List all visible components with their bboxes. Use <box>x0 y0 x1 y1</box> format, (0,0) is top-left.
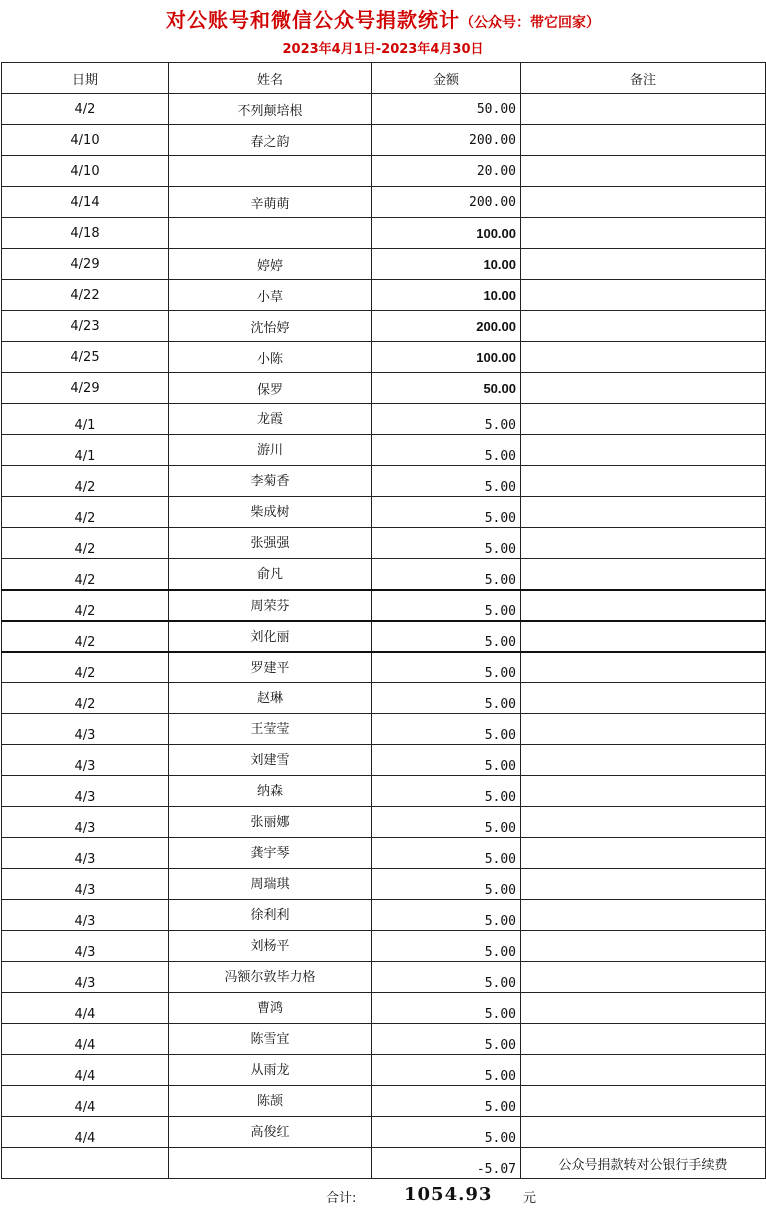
name-cell: 陈颉 <box>169 1086 372 1117</box>
amount-cell: 5.00 <box>372 962 521 993</box>
name-cell <box>169 1148 372 1179</box>
name-cell: 沈怡婷 <box>169 311 372 342</box>
amount-cell: 5.00 <box>372 807 521 838</box>
date-cell: 4/2 <box>2 652 169 683</box>
table-row <box>2 311 766 342</box>
note-cell <box>521 280 766 311</box>
note-cell <box>521 900 766 931</box>
amount-cell: 5.00 <box>372 931 521 962</box>
date-cell: 4/23 <box>2 311 169 342</box>
table-row <box>2 993 766 1024</box>
amount-cell: 5.00 <box>372 559 521 590</box>
date-cell: 4/3 <box>2 776 169 807</box>
date-cell: 4/2 <box>2 528 169 559</box>
table-row <box>2 435 766 466</box>
name-cell: 罗建平 <box>169 652 372 683</box>
date-cell: 4/4 <box>2 1086 169 1117</box>
table-row <box>2 869 766 900</box>
note-cell <box>521 94 766 125</box>
amount-cell: 5.00 <box>372 1024 521 1055</box>
table-row <box>2 559 766 590</box>
amount-cell: 100.00 <box>372 342 521 373</box>
note-cell <box>521 311 766 342</box>
date-cell: 4/3 <box>2 745 169 776</box>
date-range: 2023年4月1日-2023年4月30日 <box>282 42 484 57</box>
note-cell <box>521 559 766 590</box>
table-row <box>2 900 766 931</box>
date-cell: 4/2 <box>2 497 169 528</box>
note-cell <box>521 869 766 900</box>
amount-cell: 5.00 <box>372 466 521 497</box>
note-cell <box>521 218 766 249</box>
date-cell: 4/2 <box>2 559 169 590</box>
date-cell: 4/29 <box>2 249 169 280</box>
column-header-note: 备注 <box>521 63 766 94</box>
table-row <box>2 528 766 559</box>
date-cell: 4/4 <box>2 1117 169 1148</box>
name-cell: 曹鸿 <box>169 993 372 1024</box>
name-cell: 柴成树 <box>169 497 372 528</box>
name-cell: 婷婷 <box>169 249 372 280</box>
amount-cell: 5.00 <box>372 838 521 869</box>
name-cell: 张强强 <box>169 528 372 559</box>
name-cell: 龚宇琴 <box>169 838 372 869</box>
name-cell: 保罗 <box>169 373 372 404</box>
note-cell <box>521 838 766 869</box>
table-row <box>2 404 766 435</box>
table-row <box>2 156 766 187</box>
amount-cell: 5.00 <box>372 993 521 1024</box>
title-main: 对公账号和微信公众号捐款统计 <box>166 8 460 32</box>
date-cell: 4/25 <box>2 342 169 373</box>
total-label: 合计: <box>326 1191 357 1206</box>
table-row <box>2 249 766 280</box>
amount-cell: 200.00 <box>372 125 521 156</box>
name-cell: 高俊红 <box>169 1117 372 1148</box>
amount-cell: 5.00 <box>372 435 521 466</box>
table-row <box>2 838 766 869</box>
column-header-amount: 金额 <box>372 63 521 94</box>
table-row <box>2 714 766 745</box>
note-cell <box>521 1117 766 1148</box>
date-cell: 4/3 <box>2 900 169 931</box>
name-cell: 周瑞琪 <box>169 869 372 900</box>
note-cell: 公众号捐款转对公银行手续费 <box>521 1148 766 1179</box>
name-cell: 赵琳 <box>169 683 372 714</box>
note-cell <box>521 187 766 218</box>
table-row <box>2 652 766 683</box>
amount-cell: 200.00 <box>372 311 521 342</box>
name-cell: 龙霞 <box>169 404 372 435</box>
name-cell: 小陈 <box>169 342 372 373</box>
name-cell: 俞凡 <box>169 559 372 590</box>
note-cell <box>521 1024 766 1055</box>
table-row <box>2 931 766 962</box>
name-cell: 不列颠培根 <box>169 94 372 125</box>
amount-cell: 5.00 <box>372 776 521 807</box>
note-cell <box>521 714 766 745</box>
note-cell <box>521 497 766 528</box>
date-cell: 4/3 <box>2 931 169 962</box>
name-cell: 刘杨平 <box>169 931 372 962</box>
date-cell: 4/10 <box>2 125 169 156</box>
table-row <box>2 187 766 218</box>
date-cell: 4/2 <box>2 466 169 497</box>
amount-cell: 50.00 <box>372 94 521 125</box>
name-cell: 辛萌萌 <box>169 187 372 218</box>
table-row <box>2 683 766 714</box>
table-row <box>2 962 766 993</box>
name-cell: 徐利利 <box>169 900 372 931</box>
column-header-date: 日期 <box>2 63 169 94</box>
note-cell <box>521 466 766 497</box>
table-header-row <box>2 63 766 94</box>
table-row <box>2 1086 766 1117</box>
amount-cell: 20.00 <box>372 156 521 187</box>
name-cell: 纳森 <box>169 776 372 807</box>
amount-cell: 5.00 <box>372 900 521 931</box>
page-title <box>0 4 766 33</box>
note-cell <box>521 342 766 373</box>
amount-cell: 5.00 <box>372 683 521 714</box>
note-cell <box>521 249 766 280</box>
note-cell <box>521 776 766 807</box>
amount-cell: 5.00 <box>372 590 521 621</box>
amount-cell: 5.00 <box>372 621 521 652</box>
note-cell <box>521 528 766 559</box>
note-cell <box>521 435 766 466</box>
date-cell: 4/1 <box>2 435 169 466</box>
note-cell <box>521 404 766 435</box>
table-row <box>2 94 766 125</box>
note-cell <box>521 1086 766 1117</box>
table-row <box>2 373 766 404</box>
table-row <box>2 125 766 156</box>
name-cell: 李菊香 <box>169 466 372 497</box>
date-cell: 4/29 <box>2 373 169 404</box>
note-cell <box>521 683 766 714</box>
note-cell <box>521 993 766 1024</box>
date-cell: 4/3 <box>2 869 169 900</box>
note-cell <box>521 125 766 156</box>
amount-cell: 5.00 <box>372 714 521 745</box>
note-cell <box>521 931 766 962</box>
table-row <box>2 466 766 497</box>
name-cell: 刘建雪 <box>169 745 372 776</box>
amount-cell: 5.00 <box>372 745 521 776</box>
amount-cell: 10.00 <box>372 249 521 280</box>
note-cell <box>521 621 766 652</box>
table-row <box>2 776 766 807</box>
total-unit: 元 <box>523 1191 537 1206</box>
date-cell: 4/10 <box>2 156 169 187</box>
date-cell: 4/18 <box>2 218 169 249</box>
amount-cell: 200.00 <box>372 187 521 218</box>
table-row <box>2 280 766 311</box>
amount-cell: 5.00 <box>372 869 521 900</box>
name-cell: 从雨龙 <box>169 1055 372 1086</box>
name-cell: 小草 <box>169 280 372 311</box>
table-row <box>2 590 766 621</box>
name-cell: 陈雪宜 <box>169 1024 372 1055</box>
table-row <box>2 497 766 528</box>
date-cell: 4/3 <box>2 962 169 993</box>
note-cell <box>521 745 766 776</box>
total-row <box>0 1184 766 1206</box>
name-cell: 冯额尔敦毕力格 <box>169 962 372 993</box>
date-cell <box>2 1148 169 1179</box>
table-row <box>2 745 766 776</box>
note-cell <box>521 962 766 993</box>
amount-cell: 5.00 <box>372 497 521 528</box>
table-row <box>2 621 766 652</box>
date-cell: 4/3 <box>2 807 169 838</box>
table-row <box>2 1117 766 1148</box>
date-cell: 4/2 <box>2 621 169 652</box>
name-cell: 刘化丽 <box>169 621 372 652</box>
date-cell: 4/2 <box>2 683 169 714</box>
amount-cell: 5.00 <box>372 404 521 435</box>
donation-table <box>1 62 766 1179</box>
date-cell: 4/1 <box>2 404 169 435</box>
date-cell: 4/4 <box>2 1024 169 1055</box>
name-cell: 张丽娜 <box>169 807 372 838</box>
date-cell: 4/22 <box>2 280 169 311</box>
note-cell <box>521 590 766 621</box>
date-cell: 4/14 <box>2 187 169 218</box>
note-cell <box>521 652 766 683</box>
amount-cell: 5.00 <box>372 652 521 683</box>
column-header-name: 姓名 <box>169 63 372 94</box>
table-row <box>2 1024 766 1055</box>
name-cell: 周荣芬 <box>169 590 372 621</box>
date-cell: 4/2 <box>2 94 169 125</box>
name-cell <box>169 156 372 187</box>
name-cell: 游川 <box>169 435 372 466</box>
note-cell <box>521 373 766 404</box>
name-cell <box>169 218 372 249</box>
name-cell: 春之韵 <box>169 125 372 156</box>
amount-cell: -5.07 <box>372 1148 521 1179</box>
title-sub: （公众号：带它回家） <box>460 15 600 31</box>
date-cell: 4/4 <box>2 993 169 1024</box>
note-cell <box>521 156 766 187</box>
date-cell: 4/3 <box>2 714 169 745</box>
amount-cell: 10.00 <box>372 280 521 311</box>
table-row <box>2 218 766 249</box>
date-cell: 4/2 <box>2 590 169 621</box>
table-row <box>2 1055 766 1086</box>
table-row <box>2 342 766 373</box>
note-cell <box>521 807 766 838</box>
date-cell: 4/3 <box>2 838 169 869</box>
table-body <box>2 94 766 1179</box>
amount-cell: 100.00 <box>372 218 521 249</box>
table-row <box>2 807 766 838</box>
amount-cell: 5.00 <box>372 1055 521 1086</box>
amount-cell: 50.00 <box>372 373 521 404</box>
amount-cell: 5.00 <box>372 1086 521 1117</box>
date-cell: 4/4 <box>2 1055 169 1086</box>
total-value: 1054.93 <box>404 1184 493 1205</box>
amount-cell: 5.00 <box>372 528 521 559</box>
name-cell: 王莹莹 <box>169 714 372 745</box>
table-row <box>2 1148 766 1179</box>
note-cell <box>521 1055 766 1086</box>
amount-cell: 5.00 <box>372 1117 521 1148</box>
